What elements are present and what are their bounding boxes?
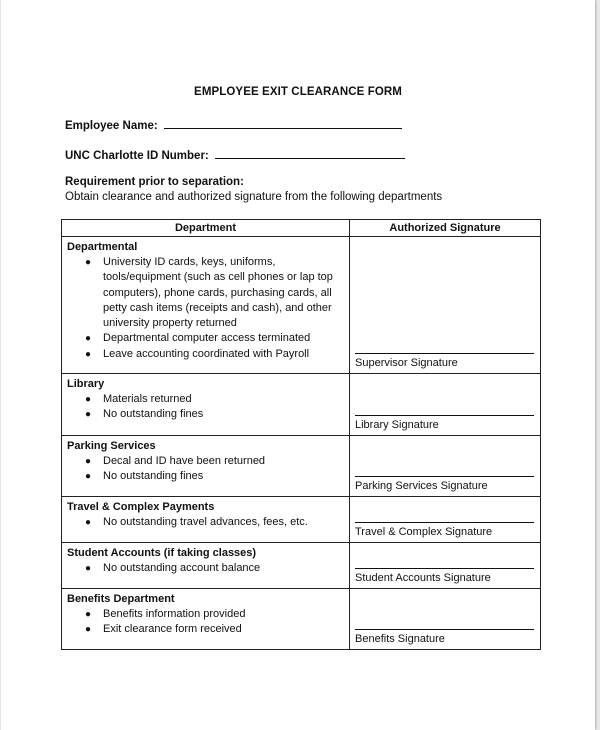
department-name: Library — [67, 378, 105, 390]
bullet-icon: ● — [85, 456, 92, 467]
bullet-icon: ● — [85, 409, 92, 421]
department-cell — [62, 543, 350, 589]
bullet-icon: ● — [85, 517, 92, 528]
list-item: ● No outstanding fines — [67, 407, 345, 422]
id-number-label: UNC Charlotte ID Number: — [65, 150, 209, 162]
list-item: ● No outstanding fines — [67, 469, 345, 484]
department-name: Travel & Complex Payments — [67, 501, 215, 513]
signature-label: Parking Services Signature — [355, 480, 488, 492]
requirement-list — [67, 561, 345, 576]
department-name: Departmental — [67, 241, 138, 253]
requirement-list — [67, 515, 345, 530]
table-row — [62, 374, 541, 436]
signature-line — [355, 476, 534, 477]
requirement-list — [67, 392, 345, 423]
signature-cell — [350, 237, 541, 374]
signature-label: Supervisor Signature — [355, 357, 458, 369]
signature-line — [355, 629, 534, 630]
table-row — [62, 543, 541, 589]
bullet-icon: ● — [85, 257, 92, 268]
requirement-list — [67, 607, 345, 638]
department-cell — [62, 497, 350, 543]
department-cell — [62, 374, 350, 436]
bullet-icon: ● — [85, 333, 92, 345]
table-header-row — [62, 220, 541, 237]
department-cell — [62, 589, 350, 650]
department-name: Student Accounts (if taking classes) — [67, 547, 257, 559]
signature-label: Student Accounts Signature — [355, 572, 491, 584]
signature-label: Benefits Signature — [355, 633, 445, 645]
employee-name-field — [65, 118, 402, 132]
department-cell — [62, 436, 350, 497]
list-item: ● No outstanding travel advances, fees, etc. — [67, 515, 345, 530]
document-page — [1, 0, 595, 730]
header-department: Department — [62, 220, 350, 237]
requirement-label: Requirement prior to separation: — [65, 176, 244, 188]
signature-label: Library Signature — [355, 419, 439, 431]
employee-name-label: Employee Name: — [65, 120, 158, 132]
table-row — [62, 237, 541, 374]
table-row — [62, 497, 541, 543]
id-number-field — [65, 148, 405, 162]
requirement-list — [67, 255, 345, 362]
signature-line — [355, 522, 534, 523]
signature-cell — [350, 374, 541, 436]
header-authorized-signature: Authorized Signature — [350, 220, 541, 237]
employee-name-line — [164, 118, 402, 129]
signature-cell — [350, 436, 541, 497]
signature-line — [355, 568, 534, 569]
list-item: ● Decal and ID have been returned — [67, 454, 345, 469]
department-cell — [62, 237, 350, 374]
table-row — [62, 589, 541, 650]
list-item: ● Leave accounting coordinated with Payroll — [67, 347, 345, 362]
department-name: Benefits Department — [67, 593, 175, 605]
list-item: ● Materials returned — [67, 392, 345, 407]
list-item: ● University ID cards, keys, uniforms, tools/equipment (such as cell phones or lap top computers), phone cards, purchasing cards, all petty cash items (receipts and cash), and other university property returned — [85, 256, 333, 330]
list-item: ● Departmental computer access terminated — [67, 331, 345, 346]
id-number-line — [215, 148, 405, 159]
signature-cell — [350, 543, 541, 589]
department-name: Parking Services — [67, 440, 156, 452]
bullet-icon: ● — [85, 394, 92, 405]
bullet-icon: ● — [85, 471, 92, 483]
signature-line — [355, 415, 534, 416]
clearance-table — [61, 219, 541, 650]
table-row — [62, 436, 541, 497]
list-item: ● Exit clearance form received — [67, 622, 345, 637]
requirement-text: Obtain clearance and authorized signature from the following departments — [65, 191, 443, 203]
bullet-icon: ● — [85, 348, 92, 360]
bullet-icon: ● — [85, 609, 92, 620]
bullet-icon: ● — [85, 563, 92, 574]
list-item: ● No outstanding account balance — [67, 561, 345, 576]
list-item: ● Benefits information provided — [67, 607, 345, 622]
signature-line — [355, 353, 534, 354]
form-title: EMPLOYEE EXIT CLEARANCE FORM — [194, 86, 402, 98]
signature-cell — [350, 589, 541, 650]
signature-cell — [350, 497, 541, 543]
signature-label: Travel & Complex Signature — [355, 526, 493, 538]
bullet-icon: ● — [85, 624, 92, 636]
requirement-list — [67, 454, 345, 485]
